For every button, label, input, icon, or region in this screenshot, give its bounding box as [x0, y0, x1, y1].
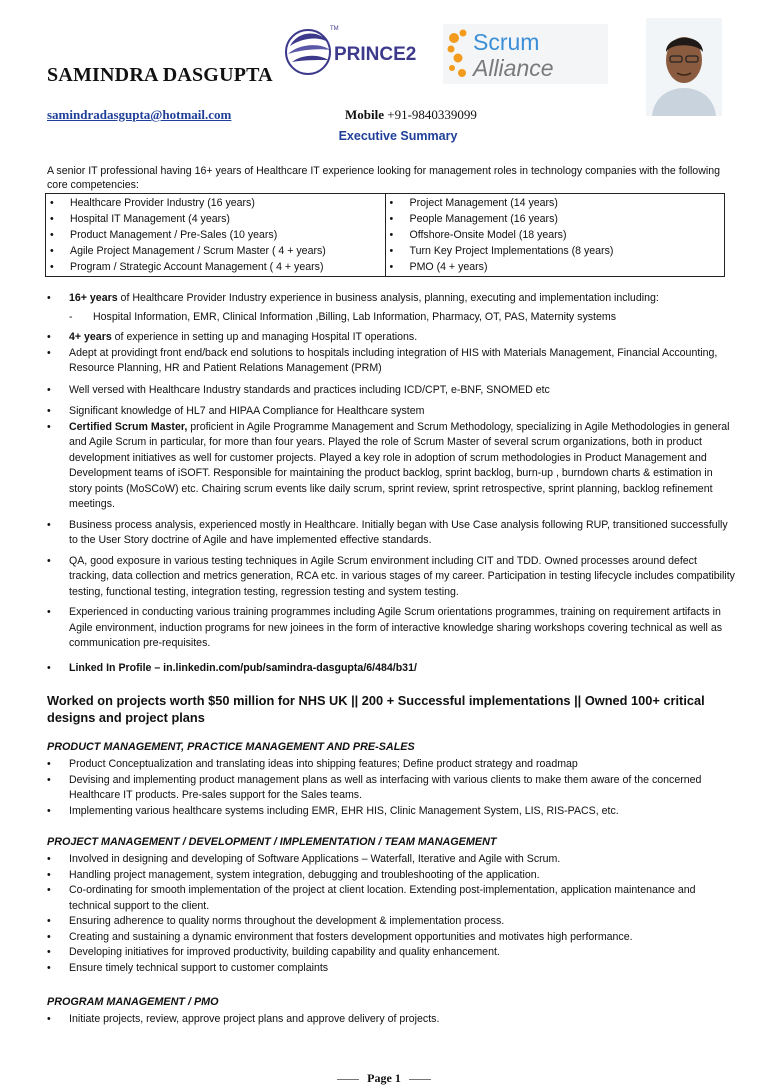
linkedin-link[interactable]: Linked In Profile – in.linkedin.com/pub/samindra-dasgupta/6/484/b31/	[69, 661, 417, 674]
list-item: • Ensure timely technical support to customer complaints	[47, 961, 329, 974]
summary-subitem: - Hospital Information, EMR, Clinical Information ,Billing, Lab Information, Pharmacy, OT, PAS, Maternity systems	[69, 310, 617, 323]
competency-item: • Turn Key Project Implementations (8 years)	[386, 243, 725, 259]
list-item: • Initiate projects, review, approve project plans and approve delivery of projects.	[47, 1013, 440, 1025]
summary-item: • Well versed with Healthcare Industry standards and practices including ICD/CPT, e-BNF, SNOMED etc	[47, 383, 550, 396]
list-item: • Co-ordinating for smooth implementation of the project at client location. Extending post-implementation, application maintenance and technical support to the client.	[47, 884, 696, 912]
summary-item: • 4+ years of experience in setting up and managing Hospital IT operations.	[47, 331, 418, 343]
page-footer	[0, 1071, 768, 1086]
section-title-project-management: PROJECT MANAGEMENT / DEVELOPMENT / IMPLEMENTATION / TEAM MANAGEMENT	[47, 836, 497, 848]
competency-item: • PMO (4 + years)	[386, 259, 725, 275]
mobile-line	[345, 107, 477, 123]
competencies-left-column	[46, 194, 386, 277]
section-title-product-management: PRODUCT MANAGEMENT, PRACTICE MANAGEMENT AND PRE-SALES	[47, 741, 415, 753]
prince2-logo	[278, 20, 436, 80]
list-item: • Handling project management, system integration, debugging and troubleshooting of the application.	[47, 868, 540, 881]
linkedin-item: • Linked In Profile – in.linkedin.com/pub/samindra-dasgupta/6/484/b31/	[47, 661, 417, 674]
summary-item: • Significant knowledge of HL7 and HIPAA Compliance for Healthcare system	[47, 405, 425, 417]
summary-item: • Adept at providingt front end/back end solutions to hospitals including integration of HIS with Materials Management, Financial Accounting, Resource Planning, HR and Patient Relations Management (PRM)	[47, 346, 718, 374]
summary-item: • Experienced in conducting various training programmes including Agile Scrum orientations programmes, training on requirement artifacts in Agile environment, induction programs for new joinees in the form of interactive knowledge sharing workshops covering technical as well as communication pre-requisites.	[47, 606, 723, 649]
footer-rule-left	[337, 1079, 359, 1080]
competency-item: • Hospital IT Management (4 years)	[46, 211, 385, 227]
competency-item: • Product Management / Pre-Sales (10 years)	[46, 227, 385, 243]
summary-item: • Certified Scrum Master, proficient in Agile Programme Management and Scrum Methodology, specializing in Agile Methodologies in general and Agile Scrum in particular, for more than four years. Played the role of Scrum Master of several scrum organizations, both in product development initiatives as well for customer projects. Played a key role in adoption of scrum methodologies in Product Management and Development teams of iSOFT. Responsible for maintaining the product backlog, sprint backlog, burn-up , burndown charts & estimation in story points (MoSCoW) etc. Chairing scrum events like daily scrum, sprint review, sprint retrospective, sprint planning, backlog refinement meetings.	[47, 420, 730, 510]
email-link[interactable]: samindradasgupta@hotmail.com	[47, 107, 232, 122]
mobile-label: Mobile	[345, 107, 384, 122]
list-item: • Involved in designing and developing of Software Applications – Waterfall, Iterative and Agile with Scrum.	[47, 853, 561, 865]
program-management-list	[47, 1012, 737, 1028]
page-number: Page 1	[367, 1071, 401, 1085]
profile-photo	[646, 18, 722, 116]
summary-item: • Business process analysis, experienced mostly in Healthcare. Initially began with Use Case analysis following RUP, transitioned successfully to the User Story doctrine of Agile and have implemented effective standards.	[47, 518, 728, 546]
competency-item: • Offshore-Onsite Model (18 years)	[386, 227, 725, 243]
competency-item: • Program / Strategic Account Management ( 4 + years)	[46, 259, 385, 275]
summary-list	[47, 291, 737, 676]
section-title-program-management: PROGRAM MANAGEMENT / PMO	[47, 996, 219, 1008]
executive-summary-heading	[0, 129, 768, 143]
competency-item: • People Management (16 years)	[386, 211, 725, 227]
alliance-wordmark: Alliance	[473, 55, 554, 81]
prince2-emblem-icon	[286, 30, 330, 74]
list-item: • Product Conceptualization and translating ideas into shipping features; Define product strategy and roadmap	[47, 758, 578, 770]
list-item: • Creating and sustaining a dynamic environment that fosters development opportunities and motivates high performance.	[47, 930, 633, 943]
summary-item: • 16+ years of Healthcare Provider Industry experience in business analysis, planning, executing and implementation including:	[47, 292, 659, 304]
footer-rule-right	[409, 1079, 431, 1080]
product-management-list	[47, 757, 737, 819]
project-management-list	[47, 852, 737, 976]
list-item: • Implementing various healthcare systems including EMR, EHR HIS, Clinic Management System, LIS, RIS-PACS, etc.	[47, 804, 619, 817]
list-item: • Devising and implementing product management plans as well as interfacing with various clients to make them aware of the concerned Healthcare IT products. Pre-sales support for the Sales teams.	[47, 773, 702, 801]
intro-paragraph: A senior IT professional having 16+ years of Healthcare IT experience looking for management roles in technology companies with the following core competencies:	[47, 165, 720, 191]
competencies-table	[45, 193, 725, 277]
list-item: • Developing initiatives for improved productivity, building capability and quality enhancement.	[47, 946, 500, 958]
list-item: • Ensuring adherence to quality norms throughout the development & implementation process.	[47, 915, 505, 927]
executive-summary-title: Executive Summary	[338, 129, 458, 143]
summary-item: • QA, good exposure in various testing techniques in Agile Scrum environment including CIT and TDD. Owned processes around defect tracking, data collection and metrics generation, RCA etc. in various stages of my career. Participation in testing lifecycle includes compatibility testing, functional testing, integration testing, regression testing and system testing.	[47, 554, 735, 598]
candidate-name: SAMINDRA DASGUPTA	[47, 64, 273, 86]
achievements-banner: Worked on projects worth $50 million for NHS UK || 200 + Successful implementations || Owned 100+ critical designs and project plans	[47, 693, 705, 725]
scrum-alliance-logo	[443, 24, 608, 84]
prince2-tm: TM	[330, 26, 339, 32]
scrum-wordmark: Scrum	[473, 29, 540, 55]
prince2-wordmark: PRINCE2	[334, 44, 417, 65]
competency-item: • Project Management (14 years)	[386, 195, 725, 211]
mobile-number: +91-9840339099	[387, 107, 477, 122]
scrum-alliance-dots-icon	[448, 30, 467, 78]
competency-item: • Healthcare Provider Industry (16 years)	[46, 195, 385, 211]
competency-item: • Agile Project Management / Scrum Master ( 4 + years)	[46, 243, 385, 259]
competencies-right-column	[385, 194, 725, 277]
